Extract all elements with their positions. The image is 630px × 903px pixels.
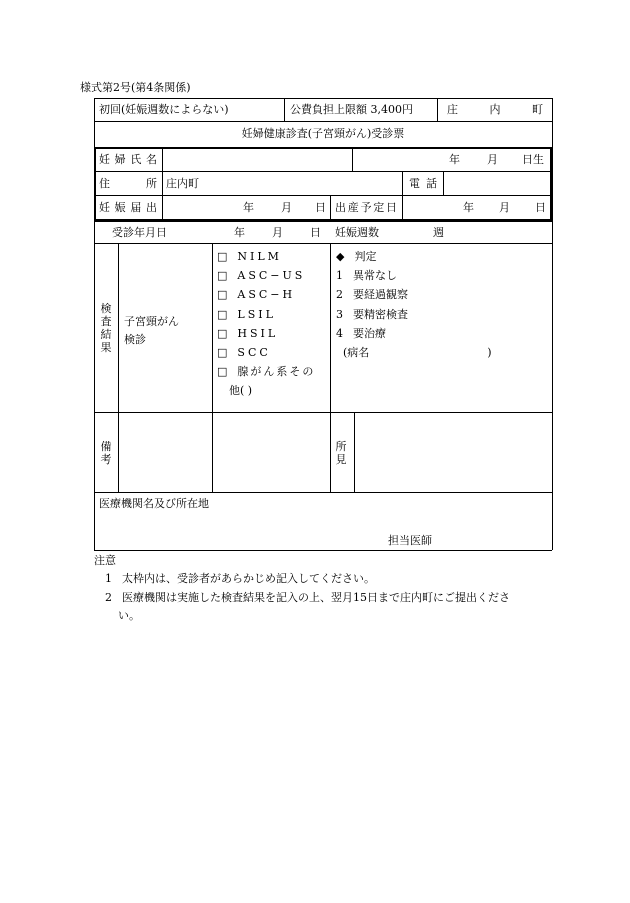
report-month-unit: 月: [281, 201, 292, 214]
name-field[interactable]: [165, 150, 350, 170]
phone-label: 電 話: [409, 177, 437, 190]
result-options: [217, 247, 315, 401]
note-item: 2 医療機関は実施した検査結果を記入の上、翌月15日まで庄内町にご提出くださ: [105, 591, 510, 604]
birth-year-unit: 年: [449, 153, 460, 166]
judgment-item[interactable]: 2 要経過観察: [336, 288, 408, 302]
disease-name-field[interactable]: (病名 ): [343, 345, 492, 359]
judgment-item[interactable]: 3 要精密検査: [336, 307, 408, 321]
option-other[interactable]: □ 腺がん系その: [217, 365, 316, 379]
option-asc-h[interactable]: □ ASC−H: [217, 288, 296, 302]
results-section-label: 検 査 結 果: [100, 302, 112, 354]
judgment-label: 判定: [354, 250, 377, 263]
institution-label: 医療機関名及び所在地: [99, 497, 209, 510]
address-label: 住 所: [99, 177, 157, 190]
due-day-unit: 日: [535, 201, 546, 214]
report-day-unit: 日: [315, 201, 326, 214]
exam-year-unit: 年: [234, 226, 245, 239]
note-item: 1 太枠内は、受診者があらかじめ記入してください。: [105, 572, 375, 585]
option-nilm[interactable]: □ NILM: [217, 250, 282, 263]
checkbox-icon[interactable]: □: [217, 288, 228, 302]
weeks-label: 妊娠週数: [335, 226, 379, 239]
exam-month-unit: 月: [272, 226, 283, 239]
exam-day-unit: 日: [310, 226, 321, 239]
phone-field[interactable]: [446, 173, 548, 193]
notes-title: 注意: [94, 554, 116, 567]
test-name-line1: 子宮頸がん: [124, 315, 179, 328]
form-number: 様式第2号(第4条関係): [80, 81, 191, 94]
report-year-unit: 年: [243, 201, 254, 214]
form-title: 妊婦健康診査(子宮頸がん)受診票: [241, 127, 405, 140]
remarks-field[interactable]: [120, 414, 210, 490]
judgment-list: [336, 247, 492, 362]
checkbox-icon[interactable]: □: [217, 326, 228, 340]
remarks-label: 備 考: [100, 440, 112, 466]
option-scc[interactable]: □ SCC: [217, 345, 271, 359]
doctor-label: 担当医師: [388, 534, 432, 547]
test-name-line2: 検診: [124, 333, 146, 346]
findings-label: 所 見: [335, 440, 347, 466]
name-label: 妊 婦 氏 名: [99, 153, 157, 166]
due-date-label: 出 産 予 定 日: [335, 201, 397, 214]
address-value[interactable]: 庄内町: [166, 177, 199, 190]
exam-date-label: 受診年月日: [112, 226, 167, 239]
pregnancy-report-label: 妊 娠 届 出: [99, 201, 157, 214]
checkbox-icon[interactable]: □: [217, 345, 228, 359]
note-continuation: い。: [118, 609, 140, 622]
checkbox-icon[interactable]: □: [217, 269, 228, 283]
judgment-item[interactable]: 1 異常なし: [336, 269, 397, 283]
checkbox-icon[interactable]: □: [217, 250, 228, 263]
limit-amount-label: 公費負担上限額 3,400円: [290, 103, 413, 116]
option-other-detail[interactable]: 他( ): [229, 384, 253, 398]
first-visit-label: 初回(妊娠週数によらない): [99, 103, 229, 116]
birth-day-unit: 日生: [522, 153, 544, 166]
diamond-icon: ◆: [336, 250, 345, 263]
option-asc-us[interactable]: □ ASC−US: [217, 269, 306, 283]
judgment-item[interactable]: 4 要治療: [336, 326, 386, 340]
weeks-unit: 週: [433, 226, 444, 239]
due-year-unit: 年: [463, 201, 474, 214]
birth-month-unit: 月: [487, 153, 498, 166]
option-hsil[interactable]: □ HSIL: [217, 326, 279, 340]
checkbox-icon[interactable]: □: [217, 307, 228, 321]
option-lsil[interactable]: □ LSIL: [217, 307, 276, 321]
town-name: 庄 内 町: [447, 103, 543, 116]
checkbox-icon[interactable]: □: [217, 365, 228, 379]
findings-field[interactable]: [356, 414, 550, 490]
due-month-unit: 月: [499, 201, 510, 214]
